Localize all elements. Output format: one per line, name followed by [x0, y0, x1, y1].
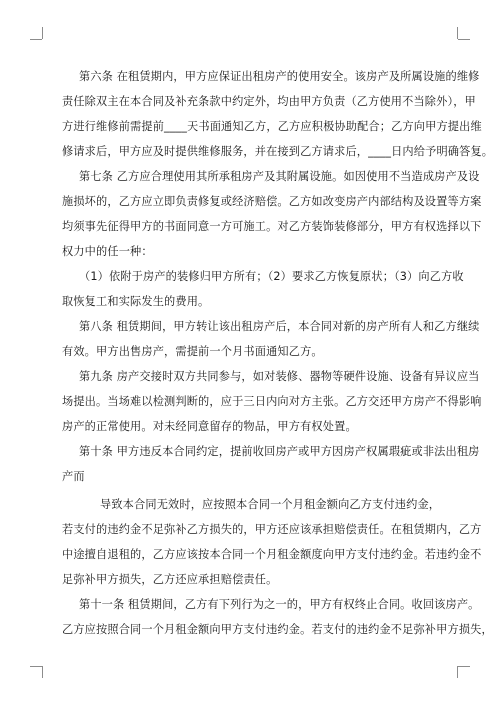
crop-mark-bottom-right	[458, 666, 470, 667]
text-line: 均须事先征得甲方的书面同意一方可施工。对乙方装饰装修部分，甲方有权选择以下	[62, 220, 482, 233]
text-line: 第九条 房产交接时双方共同参与，如对装修、器物等硬件设施、设备有异议应当	[79, 370, 480, 383]
crop-mark-top-left	[30, 39, 42, 40]
crop-mark-top-right-v	[457, 27, 458, 39]
text-line: 第八条 租赁期间，甲方转让该出租房产后，本合同对新的房产所有人和乙方继续	[79, 320, 480, 333]
text-line: 第十一条 租赁期间，乙方有下列行为之一的，甲方有权终止合同。收回该房产。	[79, 598, 480, 611]
text-line: （1）依附于房产的装修归甲方所有；（2）要求乙方恢复原状；（3）向乙方收	[79, 270, 464, 283]
text-line: 修请求后，甲方应及时提供维修服务，并在接到乙方请求后，____日内给予明确答复。	[62, 145, 494, 158]
text-line: 权力中的任一种：	[62, 245, 153, 258]
crop-mark-bottom-left	[30, 666, 42, 667]
text-line: 取恢复工和实际发生的费用。	[62, 295, 210, 308]
text-line: 足弥补甲方损失，乙方还应承担赔偿责任。	[62, 573, 278, 586]
text-line: 导致本合同无效时，应按照本合同一个月租金额向乙方支付违约金，	[100, 498, 441, 511]
text-line: 中途擅自退租的，乙方应该按本合同一个月租金额度向甲方支付违约金。若违约金不	[62, 548, 482, 561]
crop-mark-bottom-left-v	[42, 666, 43, 678]
crop-mark-bottom-right-v	[457, 666, 458, 678]
text-line: 方进行维修前需提前____天书面通知乙方，乙方应积极协助配合；乙方向甲方提出维	[62, 120, 482, 133]
crop-mark-top-right	[458, 39, 470, 40]
text-line: 房产的正常使用。对未经同意留存的物品，甲方有权处置。	[62, 420, 357, 433]
text-line: 第七条 乙方应合理使用其所承租房产及其附属设施。如因使用不当造成房产及设	[79, 170, 480, 183]
text-line: 施损坏的，乙方应立即负责修复或经济赔偿。乙方如改变房产内部结构及设置等方案	[62, 195, 482, 208]
text-line: 第六条 在租赁期内，甲方应保证出租房产的使用安全。该房产及所属设施的维修	[79, 70, 480, 83]
crop-mark-top-left-v	[42, 27, 43, 39]
text-line: 场提出。当场难以检测判断的，应于三日内向对方主张。乙方交还甲方房产不得影响	[62, 395, 482, 408]
text-line: 有效。甲方出售房产，需提前一个月书面通知乙方。	[62, 345, 323, 358]
text-line: 产而	[62, 470, 85, 483]
text-line: 若支付的违约金不足弥补乙方损失的，甲方还应该承担赔偿责任。在租赁期内，乙方	[62, 523, 482, 536]
text-line: 责任除双主在本合同及补充条款中约定外，均由甲方负责（乙方使用不当除外），甲	[62, 95, 476, 108]
text-line: 第十条 甲方违反本合同约定，提前收回房产或甲方因房产权属瑕疵或非法出租房	[79, 445, 480, 458]
text-line: 乙方应按照合同一个月租金额向甲方支付违约金。若支付的违约金不足弥补甲方损失，	[62, 623, 493, 636]
